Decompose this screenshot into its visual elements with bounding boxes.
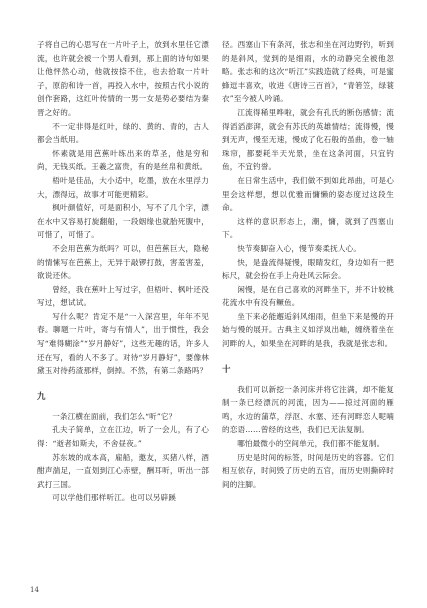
paragraph: 江流得稀里哗啦，就会有孔氏的断伤感情；流得滔滔澎湃，就会有苏氏的英雄情结；流得慢，慢到无声，慢至无速，慢成了化石般的虽曲，卷一轴珠帘，都要耗半天光景，坐在这条河面，只宜钓鱼，不宜钓誉。 [222,107,394,172]
paragraph: 径。西塞山下有条河，张志和坐在河边野钓，听到的是斜风，觉到的是细雨，水的动静完全被他忽略。张志和的这次“听江”实践造就了经典，可是蜜蜂逗丰喜欢，收进《唐诗三百首》，“青箬笠，绿蓑衣”至今被人吟诵。 [222,40,394,104]
paragraph: 哪怕最微小的空间单元，我们都不能复制。 [237,439,385,449]
paragraph: 不会用芭蕉为纸吗？可以，但芭蕉巨大，隐秘的情愫写在芭蕉上，无异于敲锣打鼓，害羞害羞，欲说还休。 [37,243,209,281]
paragraph: 不一定非得是红叶，绿的、黄的、青的，古人都会当纸用。 [37,121,209,145]
section-heading-ten: 十 [222,364,231,375]
paragraph: 我们可以新挖一条河床并将它注满，却不能复制一条已经漂沉的河流，因为——掠过河面的雁鸣，水边的蒲草，浮沤、水塞、还有河畔恋人呢喃的恋语……曾经的这些，我们已无法复制。 [222,384,394,435]
paragraph: 坐下来必能邂逅斜风细雨，但坐下来是慢的开始与慢的展开。古典主义如浮岚出岫，缠绕着坐在河畔的人，如果坐在河畔的是我，我就是张志和。 [222,311,394,349]
paragraph: 一条江横在面前，我们怎么“听”它？ [52,411,177,421]
section-heading-nine: 九 [37,391,46,402]
paragraph: 快节奏脚奋入心，慢节奏柔抚人心。 [237,243,362,253]
paragraph: 梧叶是佳品，大小适中，吃墨，放在水里浮力大，漂得远，故事才可能更精彩。 [37,175,209,199]
paragraph: 在日常生活中，我们做不到如此昂曲，可是心里会这样想，想以优雅而慵懒的姿态度过这段生命。 [222,175,394,213]
page-number: 14 [30,586,39,594]
paragraph: 孔夫子简单，立在江边，听了一会儿，有了心得：“逝者如斯夫，不舍昼夜。” [37,425,209,449]
paragraph: 怀素就是用芭蕉叶练出来的草圣，他是穷和尚，无钱买纸。王羲之富贵，有的是丝帛和黄纸。 [37,148,209,172]
paragraph: 写什么呢？肯定不是“一入深宫里，年年不见春。聊题一片叶，寄与有情人”，出于惯性，我会写“难得糊涂”“岁月静好”，这些无趣的话，许多人还在写，看的人不多了。对待“岁月静好”，要像林黛玉对待药渣那样，倒掉。不然，有第二条路吗？ [37,311,209,376]
left-column [37,38,209,505]
paragraph: 历史是时间的标签，时间是历史的容器。它们相互依存，时间毁了历史的五官，而历史则撕碎时间的注脚。 [222,452,394,489]
paragraph: 苏东坡的成本高，雇船，邀友，买猪八样，酒酣声湍足，一直划到江心赤壁，酬耳听，听出一部武打三国。 [37,452,209,489]
paragraph: 闲慢，是在自己喜欢的河畔坐下，并不计较桃花流水中有没有鳜鱼。 [222,284,394,308]
right-column [222,38,394,491]
paragraph: 曾经，我在蕉叶上写过字，但梧叶、枫叶还没写过，想试试。 [37,284,209,308]
paragraph: 子将自己的心思写在一片叶子上，放到水里任它漂流，也许就会被一个男人看到，那上面的诗句如果让他怦然心动，他就按捺不住，也去拾取一片叶子，原韵和诗一首，再投入水中，按照古代小说的创作套路，这红叶传情的一男一女是势必要结为秦晋之好的。 [37,40,209,117]
paragraph: 这样的意识形态上，潮，慵，就到了西塞山下。 [222,216,394,240]
paragraph: 枫叶颜值好，可是面积小，写不了几个字，漂在水中又容易打旋翻船，一段姻缘也就胎死腹中，可惜了，可惜了。 [37,203,209,240]
paragraph: 可以学他们那样听江。也可以另辟蹊 [52,493,177,503]
paragraph: 快，是盎流得疑慢，眼睛发红，身边如有一把标尺，就会扮在手上舟赴风云际会。 [222,257,394,281]
